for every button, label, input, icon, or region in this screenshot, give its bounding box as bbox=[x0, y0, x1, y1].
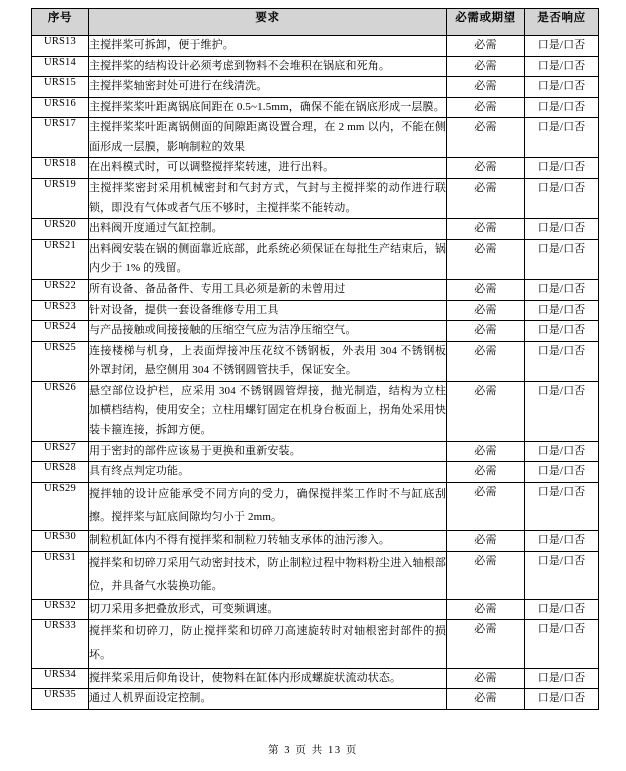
cell-seq: URS31 bbox=[32, 551, 89, 599]
column-header-seq: 序号 bbox=[32, 9, 89, 36]
table-row bbox=[32, 381, 599, 441]
cell-requirement: 通过人机界面设定控制。 bbox=[89, 689, 447, 710]
cell-seq: URS24 bbox=[32, 321, 89, 342]
table-row bbox=[32, 56, 599, 77]
cell-necessity: 必需 bbox=[447, 599, 525, 620]
cell-necessity: 必需 bbox=[447, 462, 525, 483]
cell-necessity: 必需 bbox=[447, 36, 525, 57]
table-row bbox=[32, 462, 599, 483]
page-footer: 第 3 页 共 13 页 bbox=[267, 745, 359, 756]
column-header-requirement: 要求 bbox=[89, 9, 447, 36]
cell-requirement: 出料阀开度通过气缸控制。 bbox=[89, 219, 447, 240]
table-row bbox=[32, 300, 599, 321]
cell-response-checkboxes[interactable]: 口是/口否 bbox=[525, 482, 599, 530]
cell-requirement: 切刀采用多把叠放形式，可变频调速。 bbox=[89, 599, 447, 620]
cell-seq: URS22 bbox=[32, 279, 89, 300]
cell-requirement: 主搅拌桨的结构设计必须考虑到物料不会堆积在锅底和死角。 bbox=[89, 56, 447, 77]
cell-seq: URS21 bbox=[32, 239, 89, 279]
cell-requirement: 主搅拌桨密封采用机械密封和气封方式，气封与主搅拌桨的动作进行联锁，即没有气体或者气压不够时，主搅拌桨不能转动。 bbox=[89, 179, 447, 219]
cell-necessity: 必需 bbox=[447, 381, 525, 441]
table-row bbox=[32, 321, 599, 342]
cell-response-checkboxes[interactable]: 口是/口否 bbox=[525, 239, 599, 279]
cell-requirement: 主搅拌桨可拆卸，便于维护。 bbox=[89, 36, 447, 57]
cell-response-checkboxes[interactable]: 口是/口否 bbox=[525, 179, 599, 219]
table-row bbox=[32, 551, 599, 599]
table-row bbox=[32, 620, 599, 668]
cell-seq: URS17 bbox=[32, 118, 89, 158]
cell-necessity: 必需 bbox=[447, 482, 525, 530]
cell-requirement: 主搅拌桨轴密封处可进行在线清洗。 bbox=[89, 77, 447, 98]
cell-response-checkboxes[interactable]: 口是/口否 bbox=[525, 551, 599, 599]
cell-seq: URS33 bbox=[32, 620, 89, 668]
cell-necessity: 必需 bbox=[447, 158, 525, 179]
cell-necessity: 必需 bbox=[447, 341, 525, 381]
cell-response-checkboxes[interactable]: 口是/口否 bbox=[525, 279, 599, 300]
cell-seq: URS18 bbox=[32, 158, 89, 179]
cell-seq: URS32 bbox=[32, 599, 89, 620]
cell-seq: URS29 bbox=[32, 482, 89, 530]
cell-requirement: 在出料模式时，可以调整搅拌桨转速，进行出料。 bbox=[89, 158, 447, 179]
cell-response-checkboxes[interactable]: 口是/口否 bbox=[525, 321, 599, 342]
cell-necessity: 必需 bbox=[447, 279, 525, 300]
cell-necessity: 必需 bbox=[447, 551, 525, 599]
cell-response-checkboxes[interactable]: 口是/口否 bbox=[525, 531, 599, 552]
cell-seq: URS13 bbox=[32, 36, 89, 57]
table-row bbox=[32, 599, 599, 620]
cell-necessity: 必需 bbox=[447, 239, 525, 279]
cell-requirement: 悬空部位设护栏，应采用 304 不锈钢圆管焊接，抛光制造，结构为立柱加横档结构，使用安全；立柱用螺钉固定在机身台板面上，拐角处采用快装卡箍连接，拆卸方便。 bbox=[89, 381, 447, 441]
cell-requirement: 所有设备、备品备件、专用工具必须是新的未曾用过 bbox=[89, 279, 447, 300]
cell-response-checkboxes[interactable]: 口是/口否 bbox=[525, 158, 599, 179]
cell-requirement: 搅拌桨和切碎刀，防止搅拌桨和切碎刀高速旋转时对轴根密封部件的损坏。 bbox=[89, 620, 447, 668]
cell-response-checkboxes[interactable]: 口是/口否 bbox=[525, 300, 599, 321]
cell-seq: URS34 bbox=[32, 668, 89, 689]
table-header bbox=[32, 9, 599, 36]
table-row bbox=[32, 118, 599, 158]
cell-requirement: 主搅拌桨桨叶距离锅底间距在 0.5~1.5mm，确保不能在锅底形成一层膜。 bbox=[89, 97, 447, 118]
table-row bbox=[32, 341, 599, 381]
cell-response-checkboxes[interactable]: 口是/口否 bbox=[525, 620, 599, 668]
cell-necessity: 必需 bbox=[447, 300, 525, 321]
cell-response-checkboxes[interactable]: 口是/口否 bbox=[525, 56, 599, 77]
cell-response-checkboxes[interactable]: 口是/口否 bbox=[525, 97, 599, 118]
cell-response-checkboxes[interactable]: 口是/口否 bbox=[525, 689, 599, 710]
cell-necessity: 必需 bbox=[447, 531, 525, 552]
cell-seq: URS19 bbox=[32, 179, 89, 219]
cell-response-checkboxes[interactable]: 口是/口否 bbox=[525, 441, 599, 462]
cell-response-checkboxes[interactable]: 口是/口否 bbox=[525, 462, 599, 483]
cell-necessity: 必需 bbox=[447, 97, 525, 118]
table-row bbox=[32, 531, 599, 552]
cell-response-checkboxes[interactable]: 口是/口否 bbox=[525, 341, 599, 381]
cell-requirement: 具有终点判定功能。 bbox=[89, 462, 447, 483]
cell-response-checkboxes[interactable]: 口是/口否 bbox=[525, 381, 599, 441]
table-row bbox=[32, 689, 599, 710]
cell-requirement: 主搅拌桨桨叶距离锅侧面的间隙距离设置合理，在 2 mm 以内，不能在侧面形成一层膜，影响制粒的效果 bbox=[89, 118, 447, 158]
cell-requirement: 搅拌轴的设计应能承受不同方向的受力，确保搅拌桨工作时不与缸底刮擦。搅拌桨与缸底间隙均匀小于 2mm。 bbox=[89, 482, 447, 530]
table-row bbox=[32, 179, 599, 219]
cell-seq: URS20 bbox=[32, 219, 89, 240]
cell-response-checkboxes[interactable]: 口是/口否 bbox=[525, 118, 599, 158]
cell-requirement: 针对设备，提供一套设备维修专用工具 bbox=[89, 300, 447, 321]
cell-response-checkboxes[interactable]: 口是/口否 bbox=[525, 36, 599, 57]
cell-requirement: 制粒机缸体内不得有搅拌桨和制粒刀转轴支承体的油污渗入。 bbox=[89, 531, 447, 552]
cell-necessity: 必需 bbox=[447, 77, 525, 98]
table-row bbox=[32, 77, 599, 98]
table-row bbox=[32, 219, 599, 240]
cell-necessity: 必需 bbox=[447, 321, 525, 342]
table-row bbox=[32, 36, 599, 57]
table-body bbox=[32, 36, 599, 710]
cell-requirement: 用于密封的部件应该易于更换和重新安装。 bbox=[89, 441, 447, 462]
cell-requirement: 连接楼梯与机身，上表面焊接冲压花纹不锈钢板，外表用 304 不锈钢板外罩封闭，悬空侧用 304 不锈钢圆管扶手，保证安全。 bbox=[89, 341, 447, 381]
cell-seq: URS14 bbox=[32, 56, 89, 77]
cell-response-checkboxes[interactable]: 口是/口否 bbox=[525, 219, 599, 240]
cell-seq: URS16 bbox=[32, 97, 89, 118]
table-row bbox=[32, 441, 599, 462]
cell-necessity: 必需 bbox=[447, 179, 525, 219]
cell-seq: URS35 bbox=[32, 689, 89, 710]
table-row bbox=[32, 668, 599, 689]
table-row bbox=[32, 239, 599, 279]
cell-necessity: 必需 bbox=[447, 219, 525, 240]
cell-seq: URS27 bbox=[32, 441, 89, 462]
requirements-table bbox=[31, 8, 599, 710]
cell-requirement: 搅拌桨和切碎刀采用气动密封技术，防止制粒过程中物料粉尘进入轴根部位，并具备气水装换功能。 bbox=[89, 551, 447, 599]
table-row bbox=[32, 97, 599, 118]
cell-seq: URS15 bbox=[32, 77, 89, 98]
cell-necessity: 必需 bbox=[447, 441, 525, 462]
cell-seq: URS23 bbox=[32, 300, 89, 321]
cell-necessity: 必需 bbox=[447, 689, 525, 710]
cell-response-checkboxes[interactable]: 口是/口否 bbox=[525, 599, 599, 620]
cell-necessity: 必需 bbox=[447, 620, 525, 668]
cell-seq: URS28 bbox=[32, 462, 89, 483]
table-header-row bbox=[32, 9, 599, 36]
cell-seq: URS25 bbox=[32, 341, 89, 381]
cell-requirement: 出料阀安装在锅的侧面靠近底部，此系统必须保证在每批生产结束后，锅内少于 1% 的残留。 bbox=[89, 239, 447, 279]
table-row bbox=[32, 482, 599, 530]
cell-requirement: 与产品接触或间接接触的压缩空气应为洁净压缩空气。 bbox=[89, 321, 447, 342]
column-header-response: 是否响应 bbox=[525, 9, 599, 36]
cell-necessity: 必需 bbox=[447, 668, 525, 689]
cell-requirement: 搅拌桨采用后仰角设计，使物料在缸体内形成螺旋状流动状态。 bbox=[89, 668, 447, 689]
cell-seq: URS26 bbox=[32, 381, 89, 441]
table-row bbox=[32, 158, 599, 179]
cell-response-checkboxes[interactable]: 口是/口否 bbox=[525, 668, 599, 689]
cell-response-checkboxes[interactable]: 口是/口否 bbox=[525, 77, 599, 98]
cell-seq: URS30 bbox=[32, 531, 89, 552]
column-header-necessity: 必需或期望 bbox=[447, 9, 525, 36]
cell-necessity: 必需 bbox=[447, 56, 525, 77]
cell-necessity: 必需 bbox=[447, 118, 525, 158]
table-row bbox=[32, 279, 599, 300]
